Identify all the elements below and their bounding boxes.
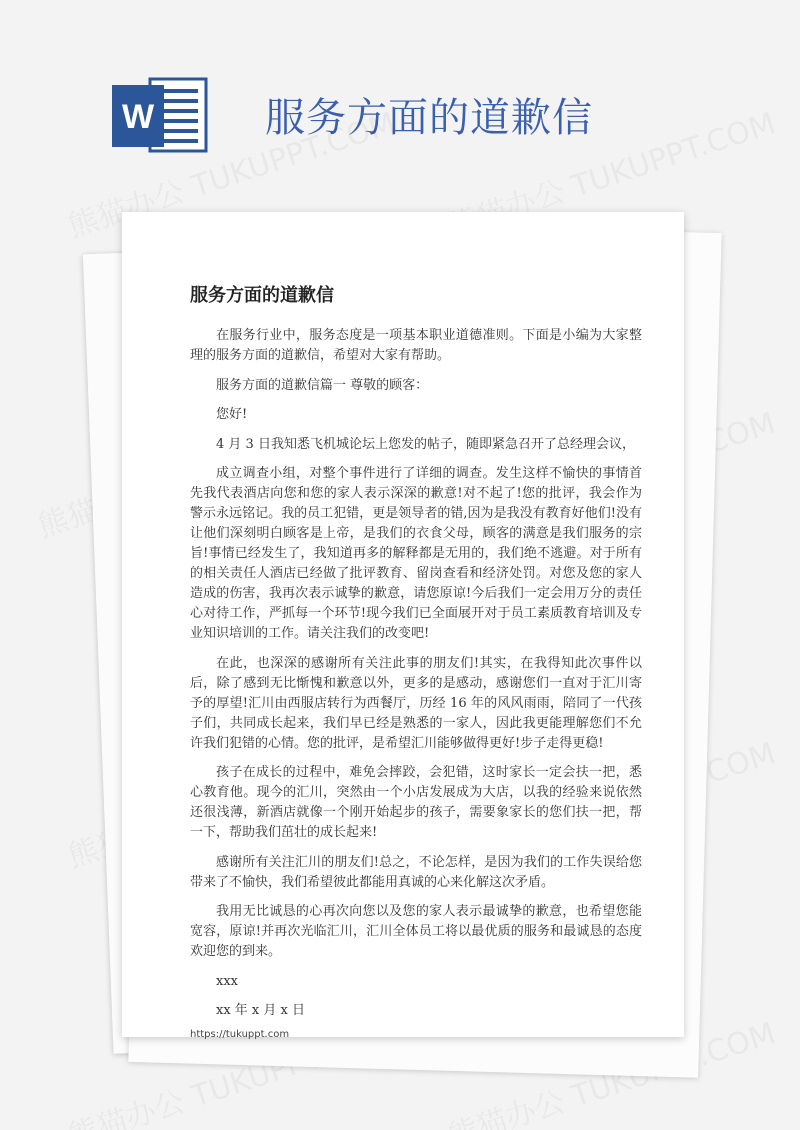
signature: xxx <box>216 973 238 989</box>
header-title: 服务方面的道歉信 <box>265 95 593 141</box>
paragraph: 成立调查小组，对整个事件进行了详细的调查。发生这样不愉快的事情首先我代表酒店向您和您的家人表示深深的歉意!对不起了!您的批评，我会作为警示永远铭记。我的员工犯错，更是领导者的错,因为是我没有教育好他们!没有让他们深刻明白顾客是上帝，是我们的衣食父母，顾客的满意是我们服务的宗旨!事情已经发生了，我知道再多的解释都是无用的，我们绝不逃避。对于所有的相关责任人酒店已经做了批评教育、留岗查看和经济处罚。对您及您的家人造成的伤害，我再次表示诚挚的歉意，请您原谅!今后我们一定会用万分的责任心对待工作，严抓每一个环节!现今我们已全面展开对于员工素质教育培训及专业知识培训的工作。请关注我们的改变吧! <box>190 466 642 641</box>
page-header <box>0 0 800 200</box>
svg-text:W: W <box>121 98 155 136</box>
paragraph: 孩子在成长的过程中，难免会摔跤，会犯错，这时家长一定会扶一把，悉心教育他。现今的汇川，突然由一个小店发展成为大店，以我的经验来说依然还很浅薄，新酒店就像一个刚开始起步的孩子，需要象家长的您们扶一把，帮一下，帮助我们茁壮的成长起来! <box>190 765 642 840</box>
word-document-icon <box>112 73 212 157</box>
paragraph: 您好! <box>216 407 248 422</box>
paragraph: 感谢所有关注汇川的朋友们!总之，不论怎样，是因为我们的工作失误给您带来了不愉快，我们希望彼此都能用真诚的心来化解这次矛盾。 <box>190 854 642 890</box>
date-line: xx 年 x 月 x 日 <box>216 1003 305 1018</box>
document-body <box>190 326 642 1055</box>
paragraph: 我用无比诚恳的心再次向您以及您的家人表示最诚挚的歉意，也希望您能宽容，原谅!并再次光临汇川，汇川全体员工将以最优质的服务和最诚恳的态度欢迎您的到来。 <box>190 904 642 959</box>
paragraph: 4 月 3 日我知悉飞机城论坛上您发的帖子，随即紧急召开了总经理会议， <box>216 436 635 452</box>
document-title: 服务方面的道歉信 <box>190 285 334 306</box>
paragraph: 服务方面的道歉信篇一 尊敬的顾客： <box>216 377 429 393</box>
source-link[interactable]: https://tukuppt.com <box>190 1029 290 1040</box>
paragraph: 在此，也深深的感谢所有关注此事的朋友们!其实，在我得知此次事件以后，除了感到无比惭愧和歉意以外，更多的是感动，感谢您们一直对于汇川寄予的厚望!汇川由西服店转行为西餐厅，历经 16 年的风风雨雨，陪同了一代孩子们，共同成长起来，我们早已经是熟悉的一家人，因此我更能理解您们不允许我们犯错的心情。您的批评，是希望汇川能够做得更好!步子走得更稳! <box>190 655 642 751</box>
paragraph: 在服务行业中，服务态度是一项基本职业道德准则。下面是小编为大家整理的服务方面的道歉信，希望对大家有帮助。 <box>190 328 642 363</box>
